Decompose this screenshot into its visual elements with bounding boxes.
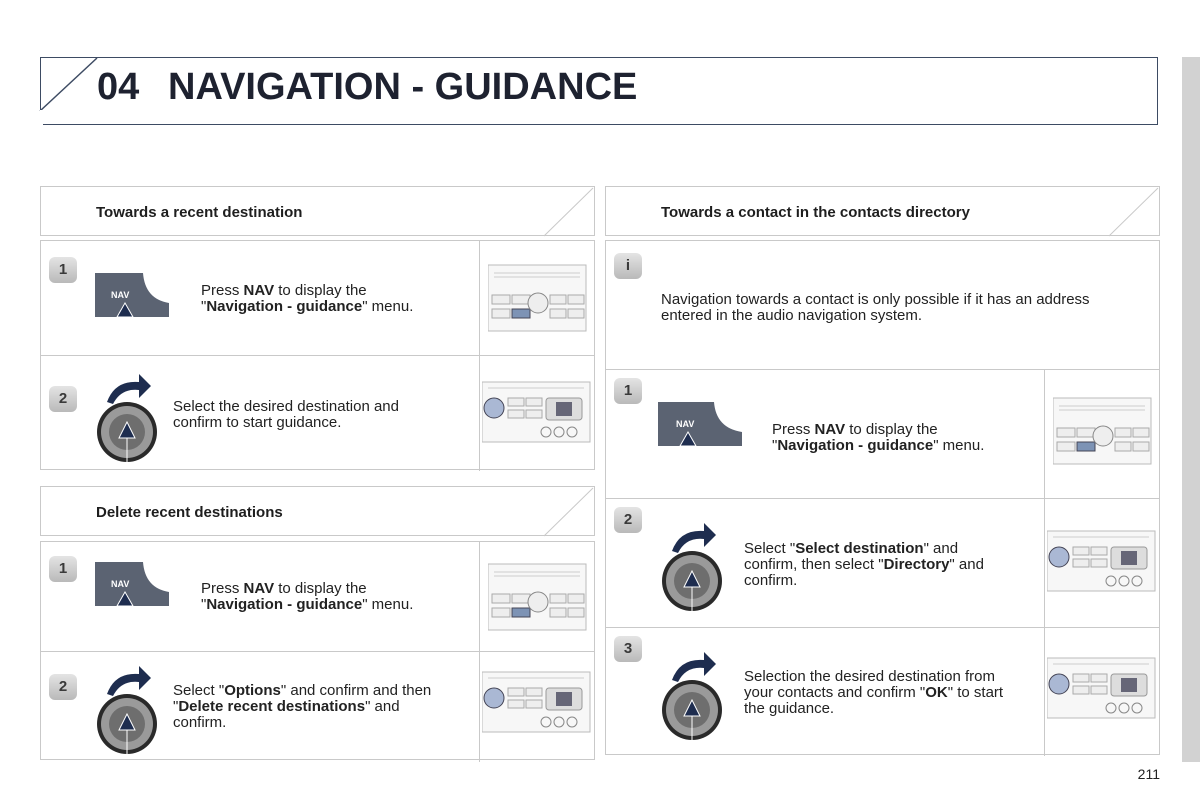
radio-diagram-cell [1044,370,1159,499]
svg-text:NAV: NAV [676,419,695,429]
step-badge: 1 [614,378,642,404]
radio-unit-icon [482,380,592,446]
side-tab [1182,57,1200,762]
step-text: Select "Options" and confirm and then "Delete recent destinations" and confirm. [173,682,432,731]
chapter-title: NAVIGATION - GUIDANCE [168,66,638,108]
radio-diagram-cell [1044,499,1159,628]
radio-unit-icon [1053,396,1153,466]
radio-unit-icon [1047,656,1157,722]
step-badge: 2 [614,507,642,533]
step-badge: 3 [614,636,642,662]
radio-unit-icon [488,562,588,632]
step-text: Selection the desired destination from your contacts and confirm "OK" to start the guidance. [744,668,1004,717]
knob-icon [95,366,165,464]
knob-icon [660,644,730,742]
heading-diagonal [524,187,594,237]
knob-icon [95,658,165,756]
step-text: Press NAV to display the "Navigation - guidance" menu. [201,580,414,613]
step-row [606,498,1159,628]
radio-diagram-cell [479,652,594,762]
radio-diagram-cell [479,241,594,355]
heading-diagonal [524,487,594,537]
info-icon: i [614,253,642,279]
step-text: Select the desired destination and confirm to start guidance. [173,398,399,431]
nav-button-icon [93,269,173,344]
step-text: Press NAV to display the "Navigation - guidance" menu. [772,421,985,454]
step-text: Press NAV to display the "Navigation - guidance" menu. [201,282,414,315]
info-text: Navigation towards a contact is only possible if it has an address entered in the audio navigation system. [661,291,1090,324]
section-heading-text: Towards a contact in the contacts directory [661,204,970,221]
step-row [41,355,594,471]
radio-diagram-cell [1044,628,1159,756]
heading-diagonal [1089,187,1159,237]
step-row [41,542,594,651]
step-row [41,651,594,762]
step-row [41,241,594,355]
info-row [606,241,1159,369]
step-row [606,369,1159,499]
svg-text:NAV: NAV [111,579,130,589]
svg-text:NAV: NAV [111,290,130,300]
step-badge: 1 [49,257,77,283]
header-corner-line [0,0,120,130]
knob-icon [660,515,730,613]
chapter-number: 04 [97,66,140,108]
radio-unit-icon [488,263,588,333]
steps-panel-delete [40,541,595,760]
radio-unit-icon [1047,529,1157,595]
nav-button-icon [93,558,173,633]
section-heading-recent [40,186,595,236]
steps-panel-contacts [605,240,1160,755]
section-heading-delete [40,486,595,536]
step-row [606,627,1159,756]
step-text: Select "Select destination" and confirm, then select "Directory" and confirm. [744,540,984,589]
step-badge: 2 [49,674,77,700]
page-number: 211 [1137,766,1160,782]
nav-button-icon [656,398,746,473]
step-badge: 2 [49,386,77,412]
section-heading-text: Towards a recent destination [96,204,303,221]
radio-unit-icon [482,670,592,736]
step-badge: 1 [49,556,77,582]
section-heading-contacts [605,186,1160,236]
radio-diagram-cell [479,542,594,651]
steps-panel-recent [40,240,595,470]
section-heading-text: Delete recent destinations [96,504,283,521]
radio-diagram-cell [479,356,594,471]
